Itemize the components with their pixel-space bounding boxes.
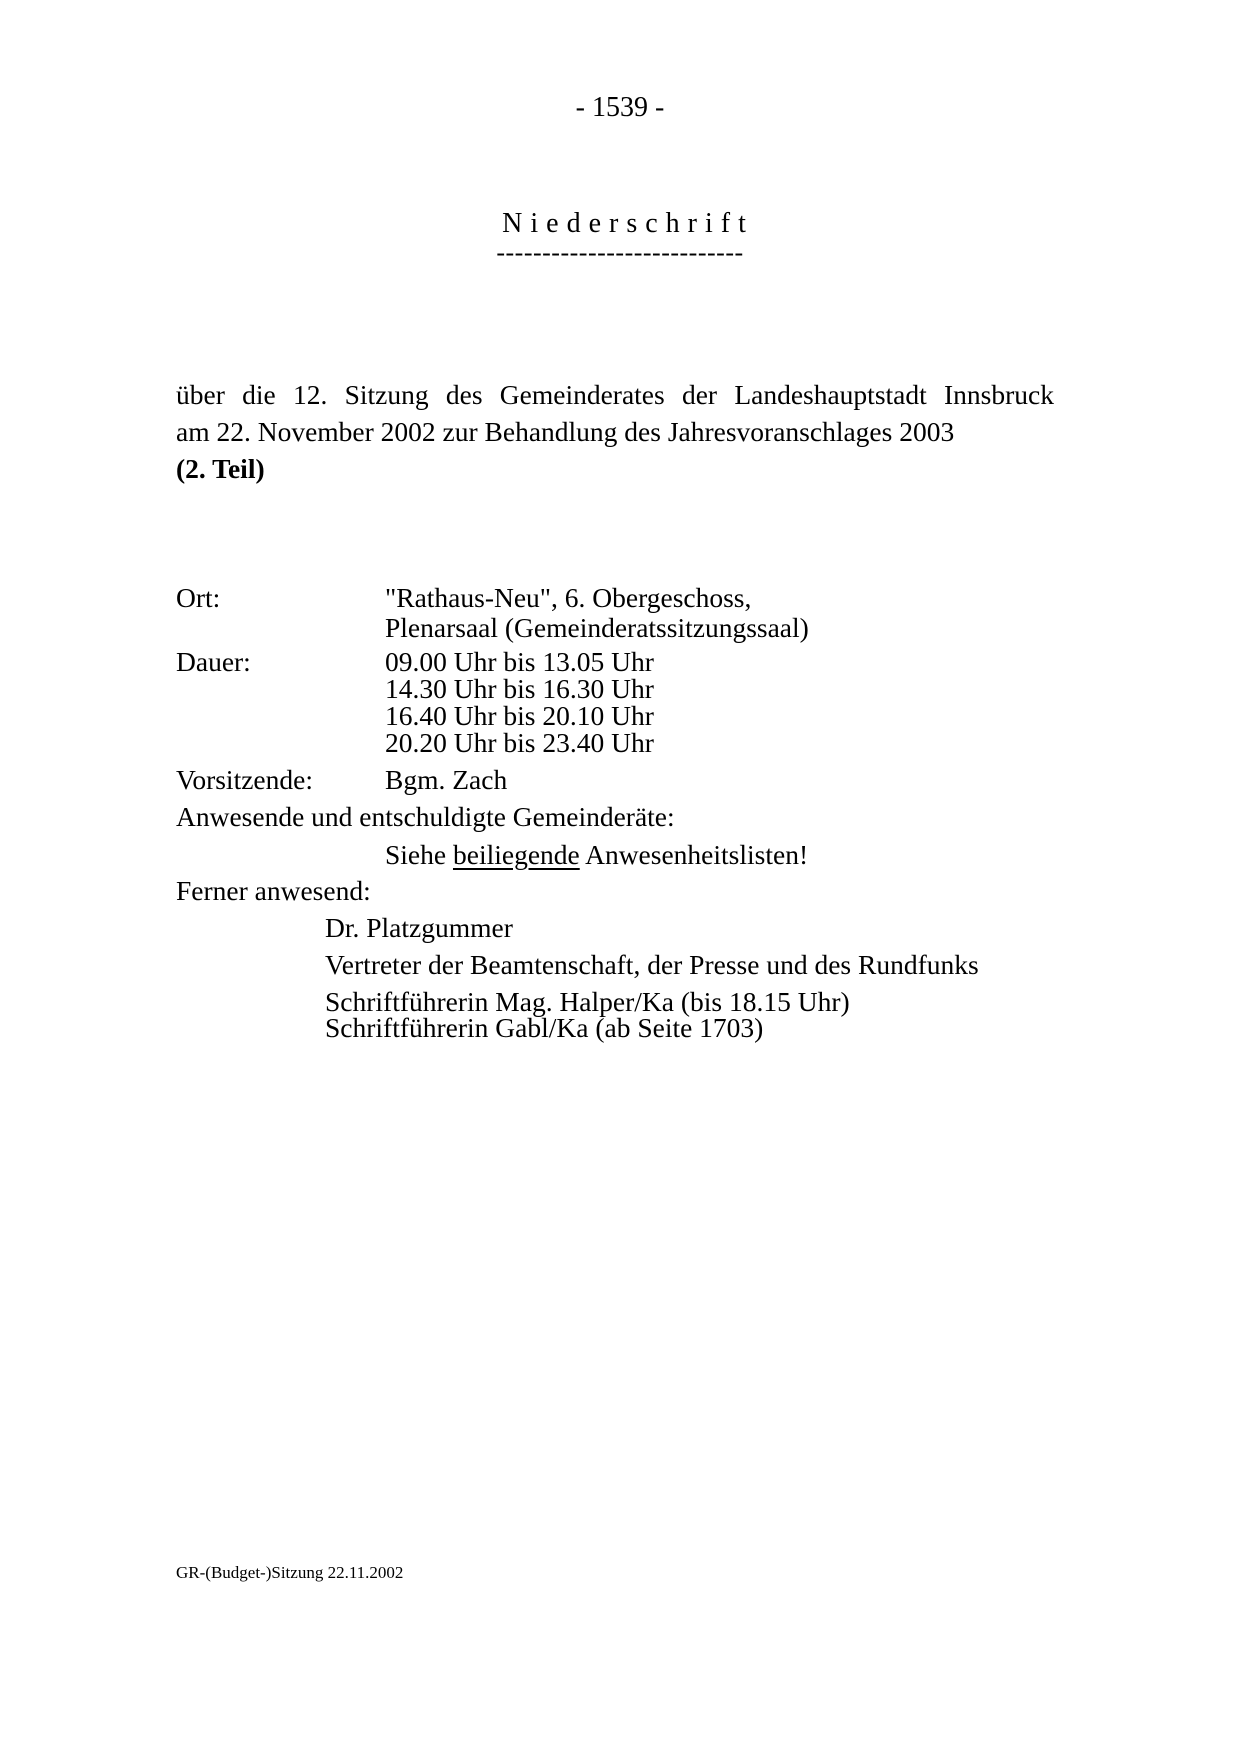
ferner-item-3: Schriftführerin Mag. Halper/Ka (bis 18.15 Uhr) (325, 986, 850, 1017)
ort-value-1: "Rathaus-Neu", 6. Obergeschoss, (385, 582, 752, 613)
anwesende-underlined: beiliegende (452, 839, 580, 870)
dauer-label: Dauer: (176, 646, 251, 677)
ort-label: Ort: (176, 582, 221, 613)
anwesende-pre: Siehe (385, 839, 453, 870)
intro-line-1: über die 12. Sitzung des Gemeinderates der Landeshauptstadt Innsbruck (176, 379, 1054, 410)
ort-value-2: Plenarsaal (Gemeinderatssitzungssaal) (385, 612, 809, 643)
page-number: - 1539 - (575, 92, 665, 123)
ferner-item-1: Dr. Platzgummer (325, 912, 513, 943)
ferner-item-2: Vertreter der Beamtenschaft, der Presse und des Rundfunks (325, 949, 979, 980)
intro-paragraph (176, 376, 1054, 487)
anwesende-label: Anwesende und entschuldigte Gemeinderäte: (176, 801, 675, 832)
anwesende-value (385, 841, 808, 869)
footer-note: GR-(Budget-)Sitzung 22.11.2002 (176, 1563, 404, 1582)
intro-line-3: (2. Teil) (176, 453, 265, 484)
vorsitzende-value: Bgm. Zach (385, 764, 508, 795)
dauer-value-4: 20.20 Uhr bis 23.40 Uhr (385, 727, 654, 758)
title-underline-rule: --------------------------- (496, 238, 744, 267)
anwesende-post: Anwesenheitslisten! (579, 839, 809, 870)
vorsitzende-label: Vorsitzende: (176, 764, 313, 795)
ferner-item-4: Schriftführerin Gabl/Ka (ab Seite 1703) (325, 1012, 764, 1043)
ferner-label: Ferner anwesend: (176, 875, 371, 906)
intro-line-2: am 22. November 2002 zur Behandlung des Jahresvoranschlages 2003 (176, 416, 955, 447)
document-title: Niederschrift (502, 208, 754, 239)
dauer-value-1: 09.00 Uhr bis 13.05 Uhr (385, 646, 654, 677)
dauer-value-3: 16.40 Uhr bis 20.10 Uhr (385, 700, 654, 731)
dauer-value-2: 14.30 Uhr bis 16.30 Uhr (385, 673, 654, 704)
